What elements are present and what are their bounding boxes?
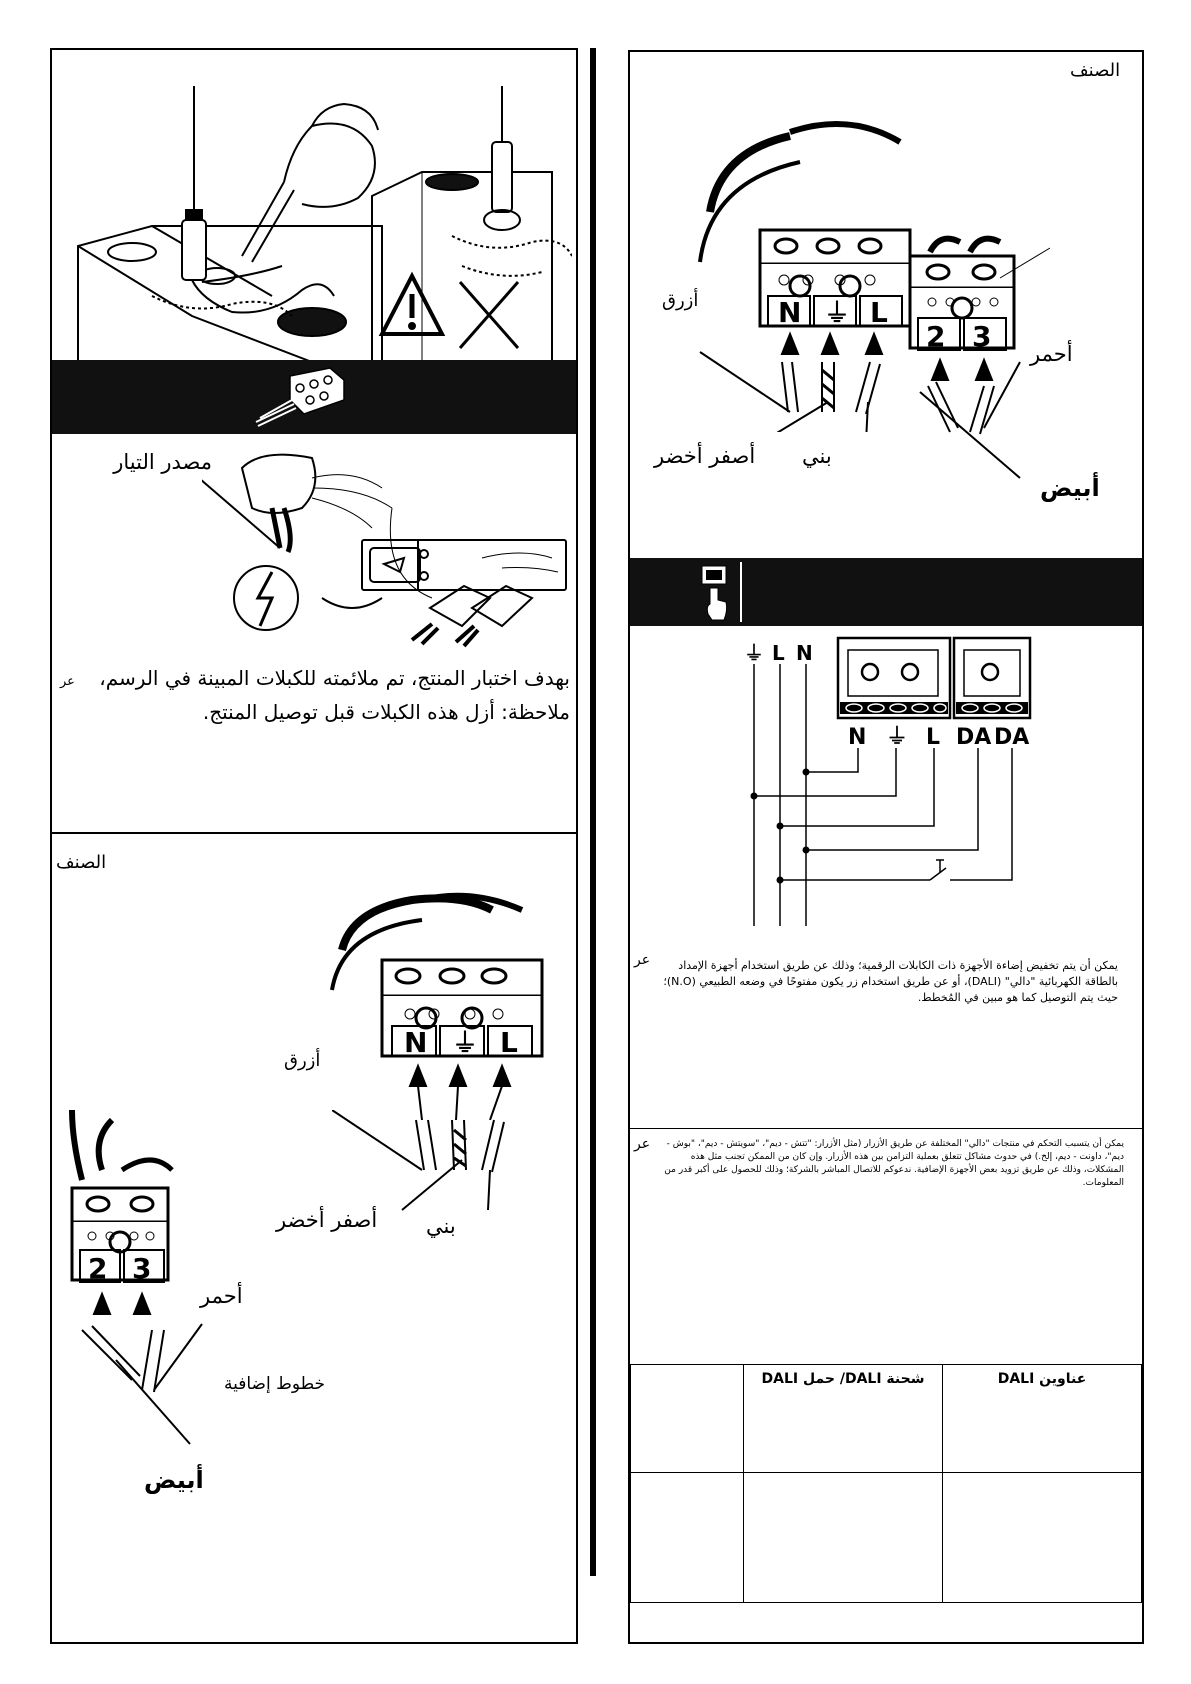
class-label-left: الصنف xyxy=(56,852,107,873)
device-n-label: N xyxy=(848,725,867,750)
device-earth-label: ⏚ xyxy=(886,725,909,750)
wire-white-right: أبيض xyxy=(1040,474,1100,502)
aux-terminal-diagram-right xyxy=(900,232,1140,492)
dali-table-cell-2[interactable] xyxy=(744,1473,943,1603)
note-line-1: بهدف اختبار المنتج، تم ملائمته للكبلات المبينة في الرسم، xyxy=(99,666,570,690)
supply-n-label: N xyxy=(796,641,813,665)
dali-table-cell-3[interactable] xyxy=(943,1473,1142,1603)
right-divider xyxy=(630,1128,1142,1129)
terminal-3-right: 3 xyxy=(972,320,992,353)
extra-lines-label: خطوط إضافية xyxy=(224,1374,326,1394)
wire-blue-right: أزرق xyxy=(662,290,699,311)
wire-red-left: أحمر xyxy=(200,1284,243,1308)
device-l-label: L xyxy=(926,725,941,750)
terminal-n-right: N xyxy=(778,296,802,329)
device-da2-label: DA xyxy=(994,725,1030,750)
supply-earth-label: ⏚ xyxy=(744,641,764,665)
wire-blue-left: أزرق xyxy=(284,1050,321,1071)
dali-table xyxy=(630,1364,1142,1603)
push-button-icon xyxy=(696,564,736,622)
note-line-2: ملاحظة: أزل هذه الكبلات قبل توصيل المنتج. xyxy=(202,700,570,724)
terminal-n-left: N xyxy=(404,1026,428,1059)
band-separator xyxy=(740,562,742,622)
mains-label: مصدر التيار xyxy=(113,450,212,474)
ctrl-text: يمكن أن يتسبب التحكم في منتجات "دالي" المختلفة عن طريق الأزرار (مثل الأزرار: "تتش - ديم"، "سويتش - ديم"، "بوش - ديم"، داونت - ديم، إلخ.) في حدوث مشاكل تتعلق بعملية التزامن بين هذه الأزرار. وإن كان من الممكن تجنب مثل هذه المشكلات، وذلك عن طريق تزويد بعض الأجهزة الإضافية. ندعوكم للاتصال المباشر بالشركة؛ وذلك للحصول على أكبر قدر من المعلومات. xyxy=(664,1139,1124,1188)
cable-cutting-illustration xyxy=(72,86,572,362)
class-label-right: الصنف xyxy=(1070,60,1121,81)
wire-brown-right: بني xyxy=(802,444,832,468)
wire-yellow-green-right: أصفر أخضر xyxy=(654,444,756,468)
wire-red-right: أحمر xyxy=(1030,342,1073,366)
terminal-2-right: 2 xyxy=(926,320,946,353)
supply-l-label: L xyxy=(772,641,785,665)
wire-brown-left: بني xyxy=(426,1214,456,1238)
terminal-l-right: L xyxy=(870,296,888,329)
note-tag: عر xyxy=(60,674,75,689)
main-terminal-diagram-left xyxy=(322,890,562,1120)
mains-test-illustration xyxy=(202,448,572,648)
center-rule xyxy=(590,48,596,1576)
dali-addresses-header: عناوين DALI xyxy=(943,1365,1142,1473)
aux-wires-left xyxy=(72,1320,272,1480)
terminal-earth-right: ⏚ xyxy=(824,299,851,329)
aux-terminal-diagram-left xyxy=(62,1110,212,1350)
main-terminal-diagram-right xyxy=(690,112,930,432)
left-divider xyxy=(52,832,576,834)
dali-wiring-schematic xyxy=(740,636,1110,932)
dali-tag: عر xyxy=(634,952,651,968)
section-band-connector xyxy=(52,360,576,434)
terminal-l-left: L xyxy=(500,1026,518,1059)
dali-text: يمكن أن يتم تخفيض إضاءة الأجهزة ذات الكابلات الرقمية؛ وذلك عن طريق استخدام أجهزة الإمداد بالطاقة الكهربائية "دالي" (DALI)، أو عن طريق استخدام زر يكون مفتوحًا في وضعه الطبيعي (N.O)؛ حيث يتم التوصيل كما هو مبين في المُخطط. xyxy=(663,959,1118,1004)
dali-load-header: شحنة DALI/ حمل DALI xyxy=(744,1365,943,1473)
terminal-earth-left: ⏚ xyxy=(452,1029,479,1059)
wire-yellow-green-left: أصفر أخضر xyxy=(276,1208,378,1232)
terminal-3-left: 3 xyxy=(132,1252,152,1285)
terminal-2-left: 2 xyxy=(88,1252,108,1285)
left-panel xyxy=(50,48,578,1644)
right-panel xyxy=(628,50,1144,1644)
terminal-block-icon xyxy=(250,366,346,428)
device-da1-label: DA xyxy=(956,725,992,750)
ctrl-tag: عر xyxy=(634,1136,651,1152)
section-band-dali xyxy=(630,558,1142,626)
wire-white-left: أبيض xyxy=(144,1466,204,1494)
dali-table-cell-1[interactable] xyxy=(631,1473,744,1603)
dali-table-empty-header xyxy=(631,1365,744,1473)
